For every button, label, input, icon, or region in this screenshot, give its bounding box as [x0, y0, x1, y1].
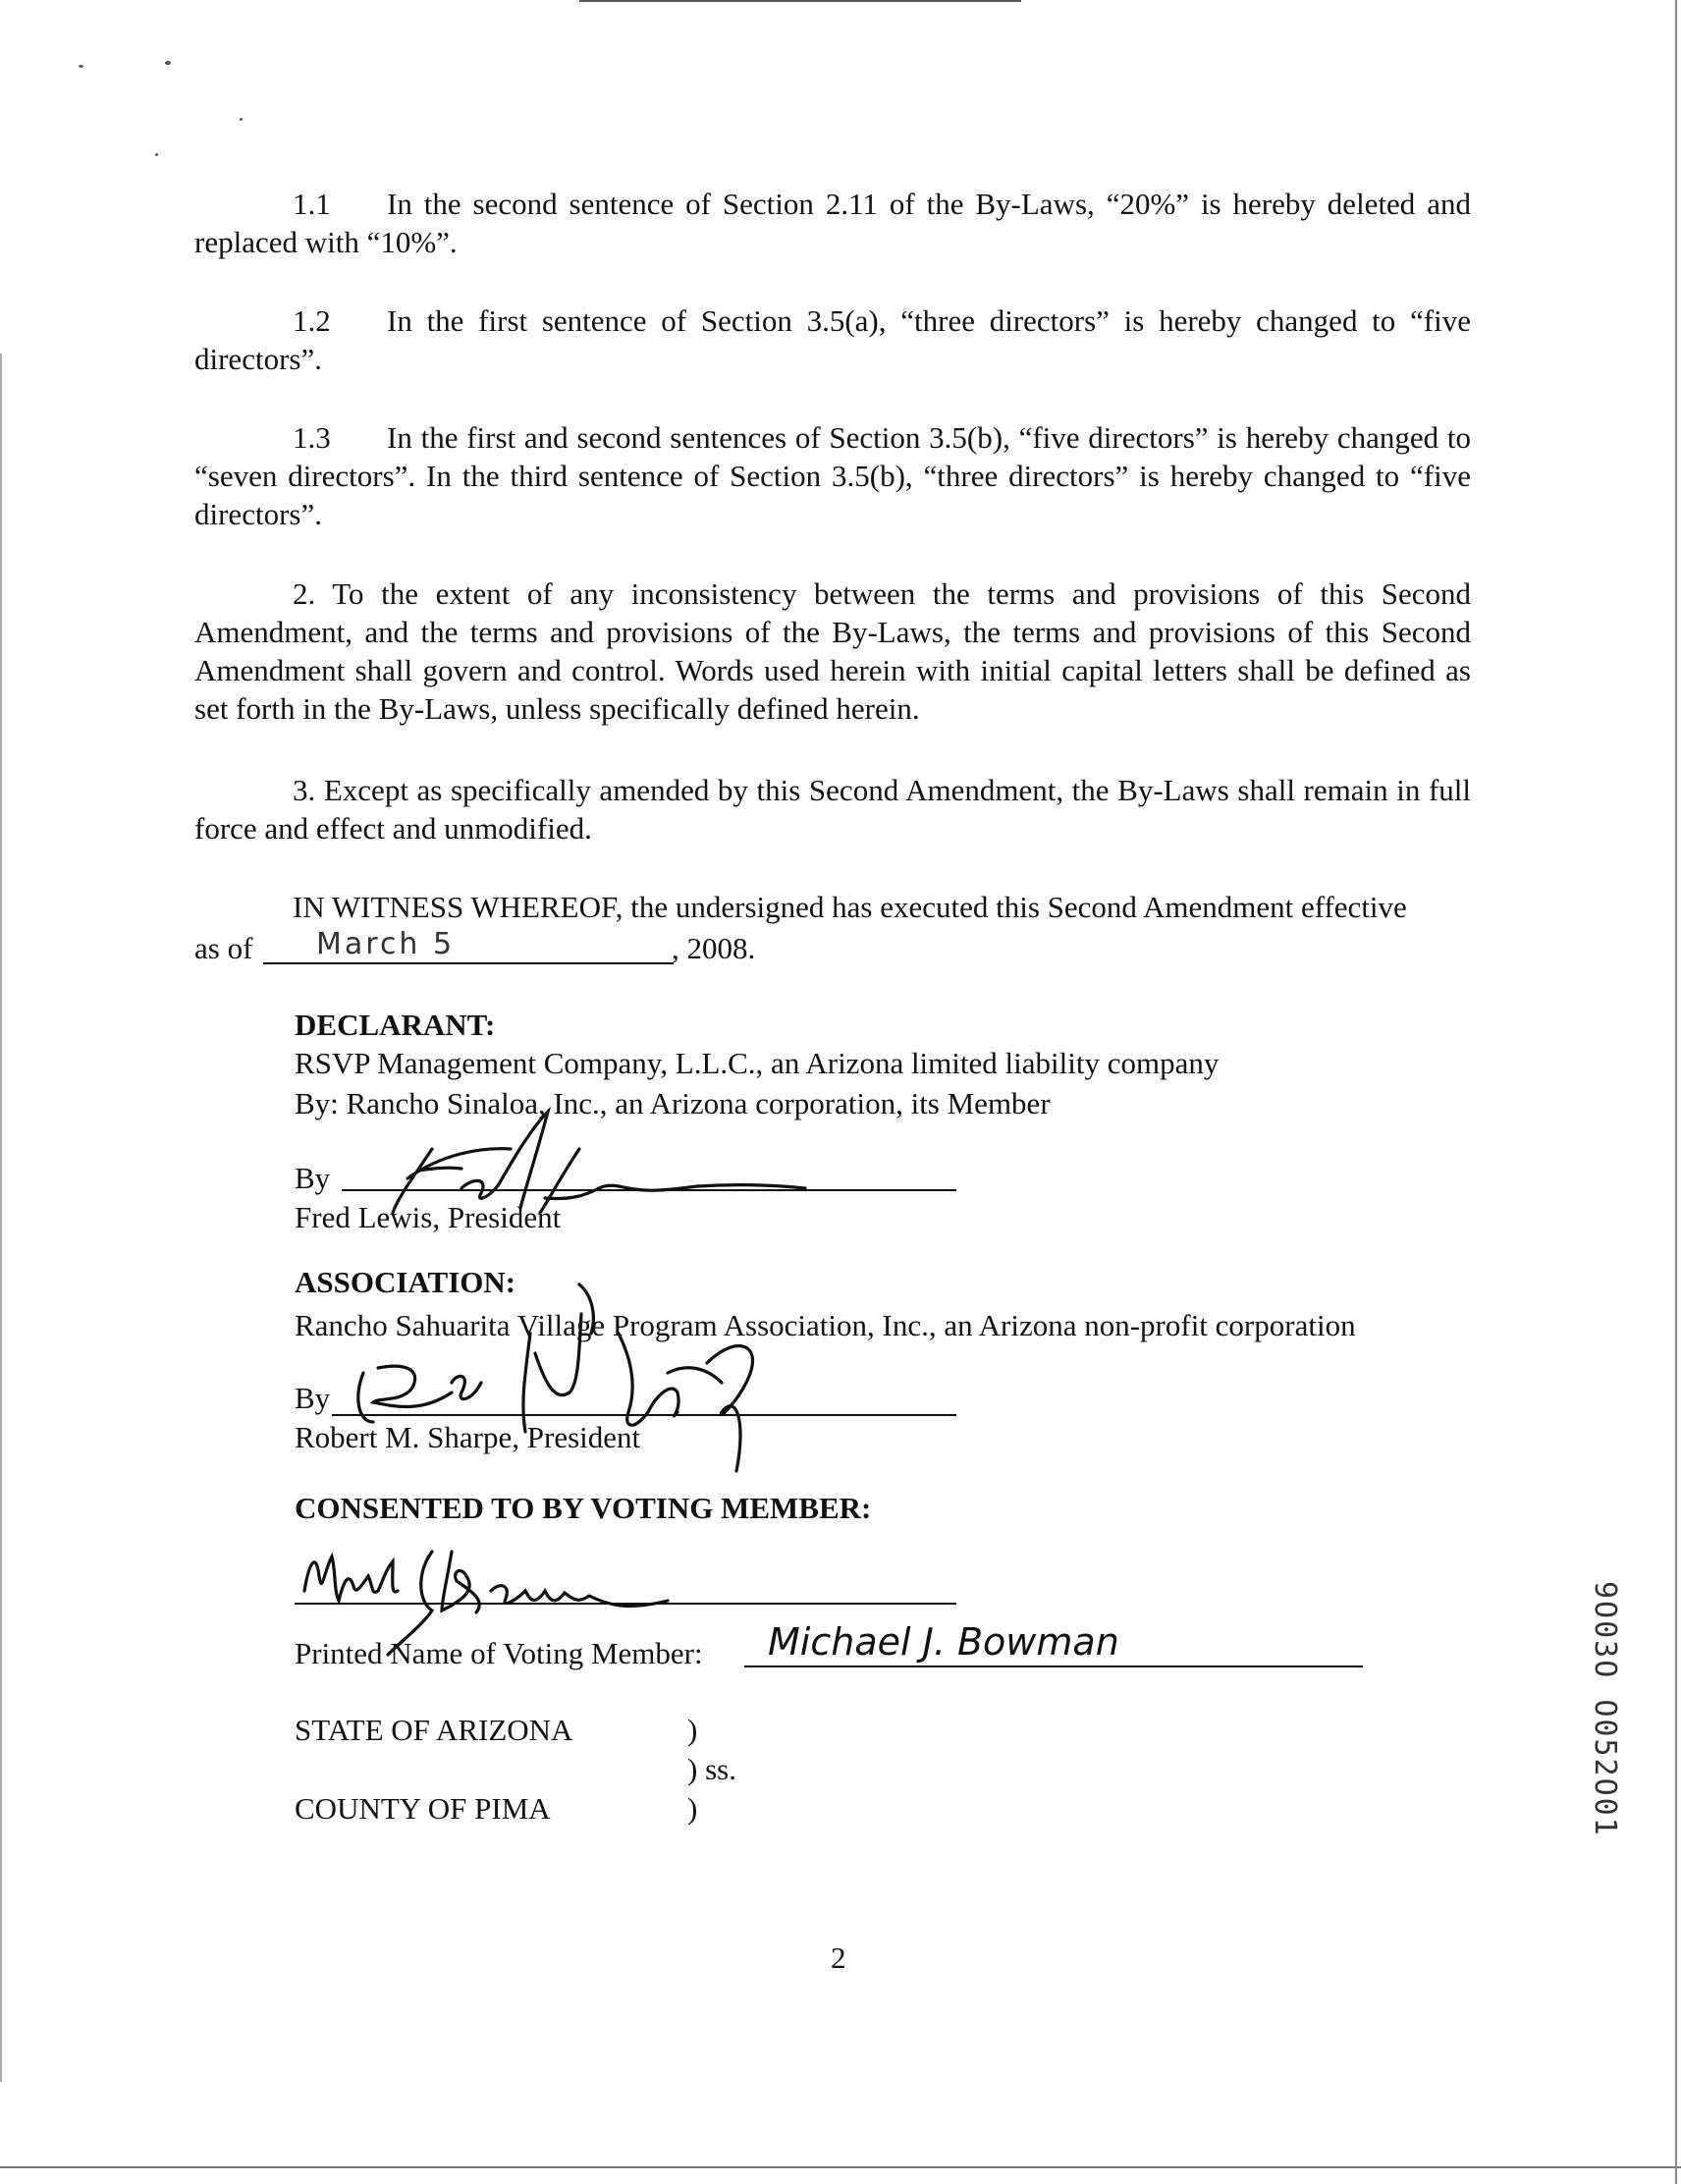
paragraph-number: 3. [293, 773, 316, 807]
declarant-signer: Fred Lewis, President [295, 1200, 562, 1234]
paragraph-1-1 [194, 185, 1471, 261]
page-number: 2 [831, 1940, 846, 1975]
printed-name-handwritten: Michael J. Bowman [768, 1620, 1119, 1664]
county-paren: ) [687, 1791, 698, 1826]
paragraph-text: To the extent of any inconsistency between the terms and provisions of this Second Amendment, and the terms and provisions of the By-Laws, the terms and provisions of this Second Amendment shall govern and control. Words used herein with initial capital letters shall be defined as set forth in the By-Laws, unless specifically defined herein. [194, 576, 1471, 726]
printed-name-label: Printed Name of Voting Member: [295, 1636, 703, 1670]
declarant-heading: DECLARANT: [295, 1008, 496, 1042]
declarant-by-label: By [295, 1161, 331, 1195]
declarant-by-member: By: Rancho Sinaloa, Inc., an Arizona corporation, its Member [295, 1086, 1051, 1120]
declarant-company: RSVP Management Company, L.L.C., an Arizona limited liability company [295, 1046, 1220, 1080]
voting-member-heading: CONSENTED TO BY VOTING MEMBER: [295, 1491, 872, 1525]
bates-stamp [1589, 1581, 1628, 1876]
association-signature [334, 1275, 805, 1471]
paragraph-number: 1.3 [293, 420, 331, 455]
year-text: , 2008. [672, 931, 756, 965]
county-label: COUNTY OF PIMA [295, 1791, 551, 1826]
scan-artifact-top [579, 0, 1021, 2]
state-label: STATE OF ARIZONA [295, 1713, 573, 1747]
paragraph-1-2 [194, 301, 1471, 378]
declarant-signature [373, 1110, 864, 1218]
association-signer: Robert M. Sharpe, President [295, 1420, 641, 1454]
scan-artifact-left [0, 354, 2, 2082]
printed-name-line [744, 1665, 1363, 1667]
scan-speck [155, 153, 158, 156]
association-heading: ASSOCIATION: [295, 1265, 516, 1299]
scan-speck [165, 61, 171, 65]
witness-text: IN WITNESS WHEREOF, the undersigned has executed this Second Amendment effective [293, 890, 1407, 924]
paragraph-number: 2. [293, 576, 316, 611]
date-underline [263, 962, 674, 964]
paragraph-number: 1.1 [293, 187, 331, 221]
paragraph-3 [194, 771, 1471, 847]
scan-speck [79, 65, 83, 68]
witness-clause [194, 888, 1471, 926]
paragraph-text: Except as specifically amended by this Second Amendment, the By-Laws shall remain in full force and effect and unmodified. [194, 773, 1471, 846]
paragraph-text: In the first sentence of Section 3.5(a), “three directors” is hereby changed to “five directors”. [194, 303, 1471, 376]
scan-artifact-bottom [0, 2166, 1681, 2168]
as-of-label: as of [194, 931, 253, 965]
witness-date-line [194, 929, 252, 968]
association-by-label: By [295, 1381, 331, 1415]
ss-label: ) ss. [687, 1752, 736, 1786]
scan-speck [240, 118, 243, 121]
handwritten-date: March 5 [316, 927, 456, 961]
paragraph-number: 1.2 [293, 303, 331, 338]
paragraph-2 [194, 574, 1471, 728]
bates-stamp-text: 9O03O O052O01 [1588, 1581, 1622, 1837]
association-name: Rancho Sahuarita Village Program Association, Inc., an Arizona non-profit corporation [295, 1308, 1356, 1342]
scan-artifact-right [1675, 0, 1677, 2184]
paragraph-1-3 [194, 418, 1471, 533]
paragraph-text: In the first and second sentences of Section 3.5(b), “five directors” is hereby changed to “seven directors”. In the third sentence of Section 3.5(b), “three directors” is hereby changed to “five directors”. [194, 420, 1471, 531]
paragraph-text: In the second sentence of Section 2.11 of the By-Laws, “20%” is hereby deleted and replaced with “10%”. [194, 187, 1471, 259]
state-paren: ) [687, 1713, 698, 1747]
